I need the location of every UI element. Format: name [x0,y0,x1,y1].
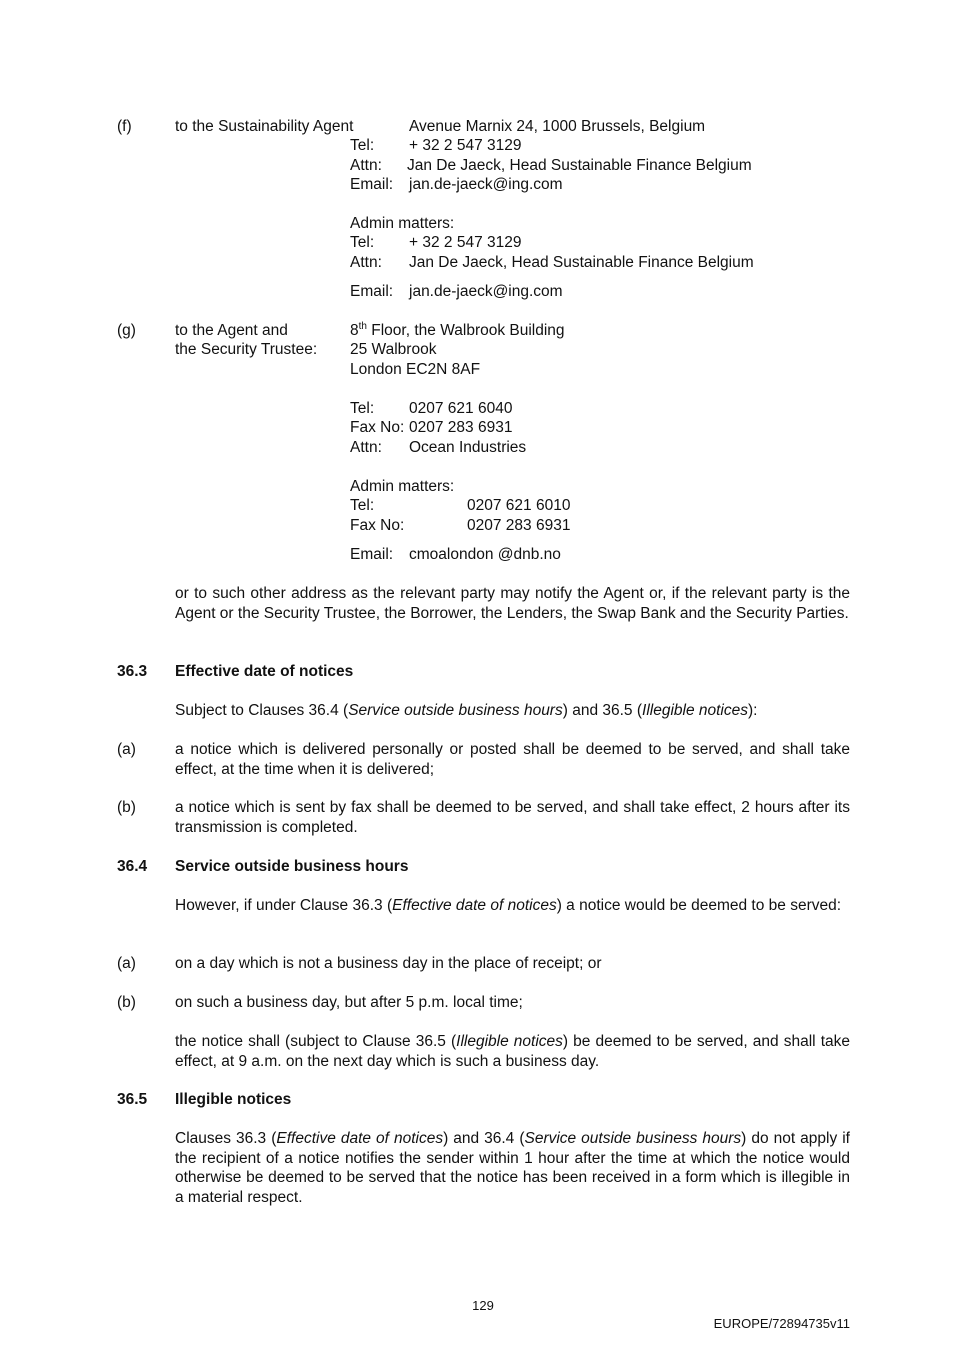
item-marker-b: (b) [117,994,136,1011]
tel-value: + 32 2 547 3129 [409,137,522,154]
address-line: Avenue Marnix 24, 1000 Brussels, Belgium [409,118,706,135]
item-marker-g: (g) [117,322,136,339]
email-label: Email: [350,176,394,193]
admin-tel-value: + 32 2 547 3129 [409,234,522,251]
email-label: Email: [350,546,394,563]
clause-number: 36.5 [117,1091,148,1108]
clause-intro: Subject to Clauses 36.4 (Service outside business hours) and 36.5 (Illegible notices): [175,702,758,719]
fax-value: 0207 283 6931 [409,419,513,436]
clause-outro: the notice shall (subject to Clause 36.5 (Illegible notices) be deemed to be served, and shall take effect, at 9 a.m. on the next day which is such a business day. [175,1033,851,1070]
fax-label: Fax No: [350,419,405,436]
admin-matters-heading: Admin matters: [350,478,455,495]
item-marker-f: (f) [117,118,132,135]
admin-attn-value: Jan De Jaeck, Head Sustainable Finance Belgium [409,254,754,271]
item-marker-a: (a) [117,955,136,972]
clause-item-b: on such a business day, but after 5 p.m. local time; [175,994,523,1011]
admin-fax-label: Fax No: [350,517,405,534]
admin-attn-label: Attn: [350,254,382,271]
item-marker-b: (b) [117,799,136,816]
clause-item-a: a notice which is delivered personally or posted shall be deemed to be served, and shall take effect, at the time when it is delivered; [175,741,850,778]
tel-label: Tel: [350,400,375,417]
clause-item-a: on a day which is not a business day in the place of receipt; or [175,955,602,972]
attn-value: Ocean Industries [409,439,527,456]
clause-number: 36.3 [117,663,148,680]
clause-intro: However, if under Clause 36.3 (Effective date of notices) a notice would be deemed to be served: [175,897,842,914]
address-line3: London EC2N 8AF [350,361,481,378]
admin-email-label: Email: [350,283,394,300]
clause-item-b: a notice which is sent by fax shall be deemed to be served, and shall take effect, 2 hours after its transmission is completed. [175,799,850,836]
clause-number: 36.4 [117,858,148,875]
tel-value: 0207 621 6040 [409,400,513,417]
email-value: cmoalondon @dnb.no [409,546,561,563]
recipient-agent-line1: to the Agent and [175,322,288,339]
admin-email-value: jan.de-jaeck@ing.com [409,283,563,300]
tel-label: Tel: [350,137,375,154]
recipient-sustainability-agent: to the Sustainability Agent [175,118,354,135]
attn-label: Attn: [350,439,382,456]
admin-tel-label: Tel: [350,234,375,251]
admin-matters-heading: Admin matters: [350,215,455,232]
admin-tel-value: 0207 621 6010 [467,497,571,514]
document-reference: EUROPE/72894735v11 [713,1316,850,1331]
closing-paragraph: or to such other address as the relevant party may notify the Agent or, if the relevant party is the Agent or the Security Trustee, the Borrower, the Lenders, the Swap Bank and the Security Parties. [175,585,850,622]
email-value: jan.de-jaeck@ing.com [409,176,563,193]
clause-heading: Illegible notices [175,1091,292,1108]
admin-tel-label: Tel: [350,497,375,514]
recipient-agent-line2: the Security Trustee: [175,341,318,358]
address-line2: 25 Walbrook [350,341,437,358]
clause-heading: Effective date of notices [175,663,354,680]
attn-value: Jan De Jaeck, Head Sustainable Finance Belgium [407,157,752,174]
clause-heading: Service outside business hours [175,858,409,875]
page-number: 129 [472,1298,494,1313]
item-marker-a: (a) [117,741,136,758]
address-line1: 8th Floor, the Walbrook Building [350,320,565,339]
admin-fax-value: 0207 283 6931 [467,517,571,534]
attn-label: Attn: [350,157,382,174]
clause-body: Clauses 36.3 (Effective date of notices) and 36.4 (Service outside business hours) do not apply if the recipient of a notice notifies the sender within 1 hour after the time at which the notice would otherwise be deemed to be served that the notice has been received in a form which is illegible in a material respect. [175,1130,850,1206]
